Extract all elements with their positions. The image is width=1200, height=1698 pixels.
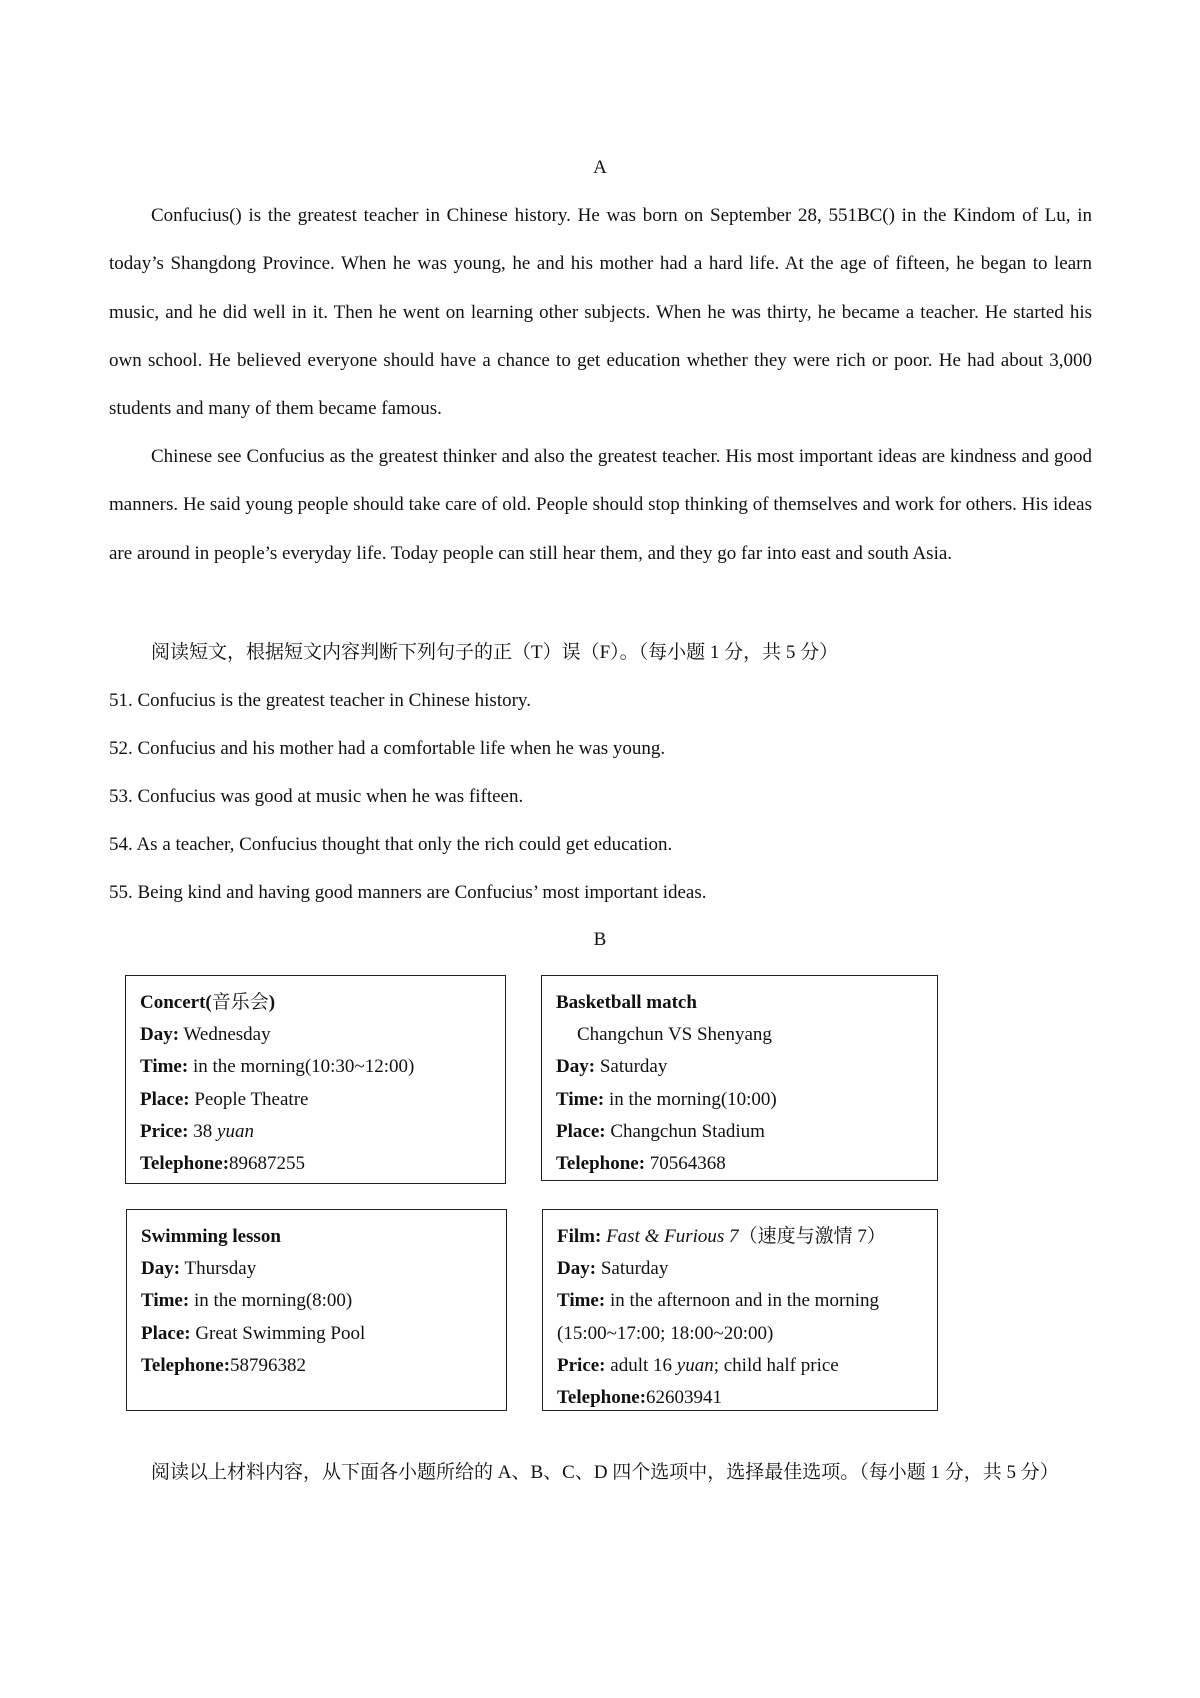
passage-paragraph-1: Confucius() is the greatest teacher in Chinese history. He was born on September 28, 551BC() in the Kindom of Lu, in today’s Shangdong Province. When he was young, he and his mother had a hard life. At the age of fifteen, he began to learn music, and he did well in it. Then he went on learning other subjects. When he was thirty, he became a teacher. He started his own school. He believed everyone should have a chance to get education whether they were rich or poor. He had about 3,000 students and many of them became famous.: [109, 205, 1092, 420]
swimming-telephone: Telephone:58796382: [141, 1354, 307, 1376]
question-54: 54. As a teacher, Confucius thought that only the rich could get education.: [109, 834, 673, 855]
swimming-day: Day: Thursday: [141, 1258, 257, 1280]
question-51: 51. Confucius is the greatest teacher in Chinese history.: [109, 690, 531, 711]
question-52: 52. Confucius and his mother had a comfortable life when he was young.: [109, 738, 666, 759]
swimming-title: Swimming lesson: [141, 1226, 281, 1247]
basketball-place: Place: Changchun Stadium: [556, 1120, 765, 1142]
true-false-instruction: 阅读短文，根据短文内容判断下列句子的正（T）误（F）。（每小题 1 分，共 5 分）: [151, 642, 839, 663]
film-notice: [542, 1209, 938, 1411]
film-time-detail: (15:00~17:00; 18:00~20:00): [557, 1322, 774, 1344]
swimming-place: Place: Great Swimming Pool: [141, 1322, 366, 1344]
basketball-telephone: Telephone: 70564368: [556, 1153, 726, 1175]
basketball-teams: Changchun VS Shenyang: [577, 1024, 772, 1046]
concert-title: Concert(音乐会): [140, 992, 276, 1013]
section-b-heading: B: [593, 929, 607, 950]
section-a-heading: A: [593, 157, 607, 178]
film-time: Time: in the afternoon and in the morning: [557, 1290, 880, 1312]
concert-time: Time: in the morning(10:30~12:00): [140, 1056, 415, 1078]
basketball-day: Day: Saturday: [556, 1056, 668, 1078]
concert-place: Place: People Theatre: [140, 1088, 309, 1110]
concert-day: Day: Wednesday: [140, 1024, 271, 1046]
film-price: Price: adult 16 yuan; child half price: [557, 1354, 839, 1376]
concert-notice: [125, 975, 506, 1184]
question-55: 55. Being kind and having good manners are Confucius’ most important ideas.: [109, 882, 707, 903]
concert-price: Price: 38 yuan: [140, 1120, 254, 1142]
question-53: 53. Confucius was good at music when he was fifteen.: [109, 786, 524, 807]
basketball-time: Time: in the morning(10:00): [556, 1088, 777, 1110]
basketball-notice: [541, 975, 938, 1181]
swimming-notice: [126, 1209, 507, 1411]
swimming-time: Time: in the morning(8:00): [141, 1290, 353, 1312]
basketball-title: Basketball match: [556, 992, 697, 1013]
concert-telephone: Telephone:89687255: [140, 1153, 306, 1175]
film-title: Film: Fast & Furious 7（速度与激情 7）: [557, 1226, 886, 1247]
multiple-choice-instruction: 阅读以上材料内容，从下面各小题所给的 A、B、C、D 四个选项中，选择最佳选项。（每小题 1 分，共 5 分）: [151, 1462, 1059, 1483]
passage-paragraph-2: Chinese see Confucius as the greatest thinker and also the greatest teacher. His most important ideas are kindness and good manners. He said young people should take care of old. People should stop thinking of themselves and work for others. His ideas are around in people’s everyday life. Today people can still hear them, and they go far into east and south Asia.: [109, 446, 1092, 564]
film-telephone: Telephone:62603941: [557, 1387, 723, 1409]
film-day: Day: Saturday: [557, 1258, 669, 1280]
